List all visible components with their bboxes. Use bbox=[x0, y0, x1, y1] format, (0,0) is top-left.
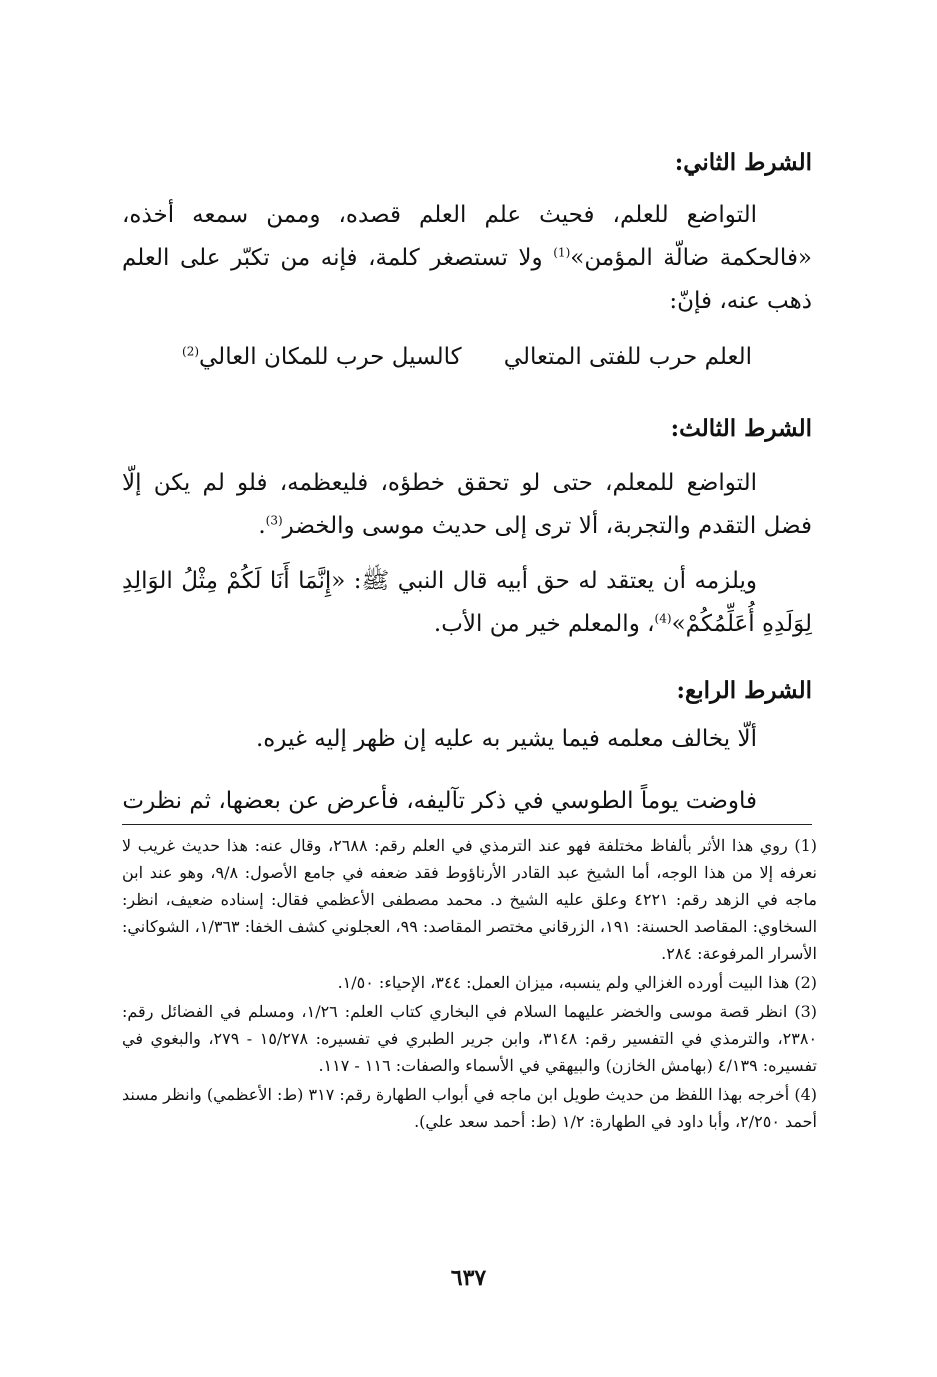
footnote-ref-4: (4) bbox=[654, 611, 672, 626]
footnote-number: (3) bbox=[794, 1002, 818, 1021]
paragraph-text-end: ولا تستصغر كلمة، فإنه من تكبّر على العلم ذهب عنه، فإنّ: bbox=[122, 245, 812, 314]
footnote-3 bbox=[122, 998, 817, 1079]
footnote-number: (2) bbox=[794, 973, 817, 992]
footnote-separator-short bbox=[634, 824, 812, 825]
footnote-number: (4) bbox=[794, 1085, 817, 1104]
footnote-1 bbox=[122, 832, 817, 967]
paragraph-text-end: ، والمعلم خير من الأب. bbox=[433, 611, 655, 637]
paragraph-father-right bbox=[122, 560, 812, 646]
footnote-4 bbox=[122, 1081, 817, 1135]
footnote-text: روي هذا الأثر بألفاظ مختلفة فهو عند الترمذي في العلم رقم: ٢٦٨٨، وقال عنه: هذا حديث غريب لا نعرفه إلا من هذا الوجه، أما الشيخ عبد القادر الأرناؤوط فقد ضعفه في جامع الأصول: ٩/٨، وهو عند ابن ماجه في الزهد رقم: ٤٢٢١ وعلق عليه الشيخ د. محمد مصطفى الأعظمي فقال: إسناده ضعيف، انظر: السخاوي: المقاصد الحسنة: ١٩١، الزرقاني مختصر المقاصد: ٩٩، العجلوني كشف الخفا: ١/٣٦٣، الشوكاني: الأسرار المرفوعة: ٢٨٤. bbox=[122, 836, 818, 963]
footnotes bbox=[122, 832, 817, 1137]
footnote-text: هذا البيت أورده الغزالي ولم ينسبه، ميزان العمل: ٣٤٤، الإحياء: ١/٥٠. bbox=[337, 973, 795, 992]
paragraph-fourth-condition: ألّا يخالف معلمه فيما يشير به عليه إن ظهر إليه غيره. bbox=[255, 726, 757, 752]
verse-second-hemistich bbox=[182, 342, 462, 372]
paragraph-tusi: فاوضت يوماً الطوسي في ذكر تآليفه، فأعرض عن بعضها، ثم نظرت bbox=[122, 788, 757, 814]
paragraph-second-condition bbox=[122, 194, 812, 323]
footnote-ref-2: (2) bbox=[182, 344, 200, 359]
page-number: ٦٣٧ bbox=[450, 1265, 487, 1291]
verse-second-hemistich-text: كالسيل حرب للمكان العالي bbox=[199, 344, 462, 370]
paragraph-text: ويلزمه أن يعتقد له حق أبيه قال النبي ﷺ: «إِنَّمَا أَنَا لَكُمْ مِثْلُ الوَالِدِ لِوَلَدِهِ أُعَلِّمُكُمْ» bbox=[122, 568, 812, 637]
footnote-separator bbox=[122, 824, 812, 825]
footnote-text: انظر قصة موسى والخضر عليهما السلام في البخاري كتاب العلم: ١/٢٦، ومسلم في الفضائل رقم: ٢٣٨٠، والترمذي في التفسير رقم: ٣١٤٨، وابن جرير الطبري في تفسيره: ١٥/٢٧٨ - ٢٧٩، والبغوي في تفسيره: ٤/١٣٩ (بهامش الخازن) والبيهقي في الأسماء والصفات: ١١٦ - ١١٧. bbox=[122, 1002, 818, 1075]
poetry-verse bbox=[182, 342, 752, 372]
section-heading-third-condition: الشرط الثالث: bbox=[670, 415, 812, 442]
footnote-2 bbox=[122, 969, 817, 996]
section-heading-fourth-condition: الشرط الرابع: bbox=[676, 677, 812, 704]
paragraph-third-condition bbox=[122, 462, 812, 548]
paragraph-text: التواضع للمعلم، حتى لو تحقق خطؤه، فليعظمه، فلو لم يكن إلّا فضل التقدم والتجربة، ألا ترى إلى حديث موسى والخضر bbox=[122, 470, 812, 539]
paragraph-text: التواضع للعلم، فحيث علم العلم قصده، وممن سمعه أخذه، «فالحكمة ضالّة المؤمن» bbox=[122, 202, 813, 271]
section-heading-second-condition: الشرط الثاني: bbox=[674, 149, 812, 176]
footnote-number: (1) bbox=[794, 836, 817, 855]
footnote-ref-1: (1) bbox=[553, 245, 571, 260]
paragraph-text-end: . bbox=[258, 513, 266, 539]
footnote-text: أخرجه بهذا اللفظ من حديث طويل ابن ماجه في أبواب الطهارة رقم: ٣١٧ (ط: الأعظمي) وانظر مسند أحمد ٢/٢٥٠، وأبا داود في الطهارة: ١/٢ (ط: أحمد سعد علي). bbox=[122, 1085, 817, 1131]
footnote-ref-3: (3) bbox=[265, 513, 283, 528]
verse-first-hemistich: العلم حرب للفتى المتعالي bbox=[503, 344, 752, 370]
